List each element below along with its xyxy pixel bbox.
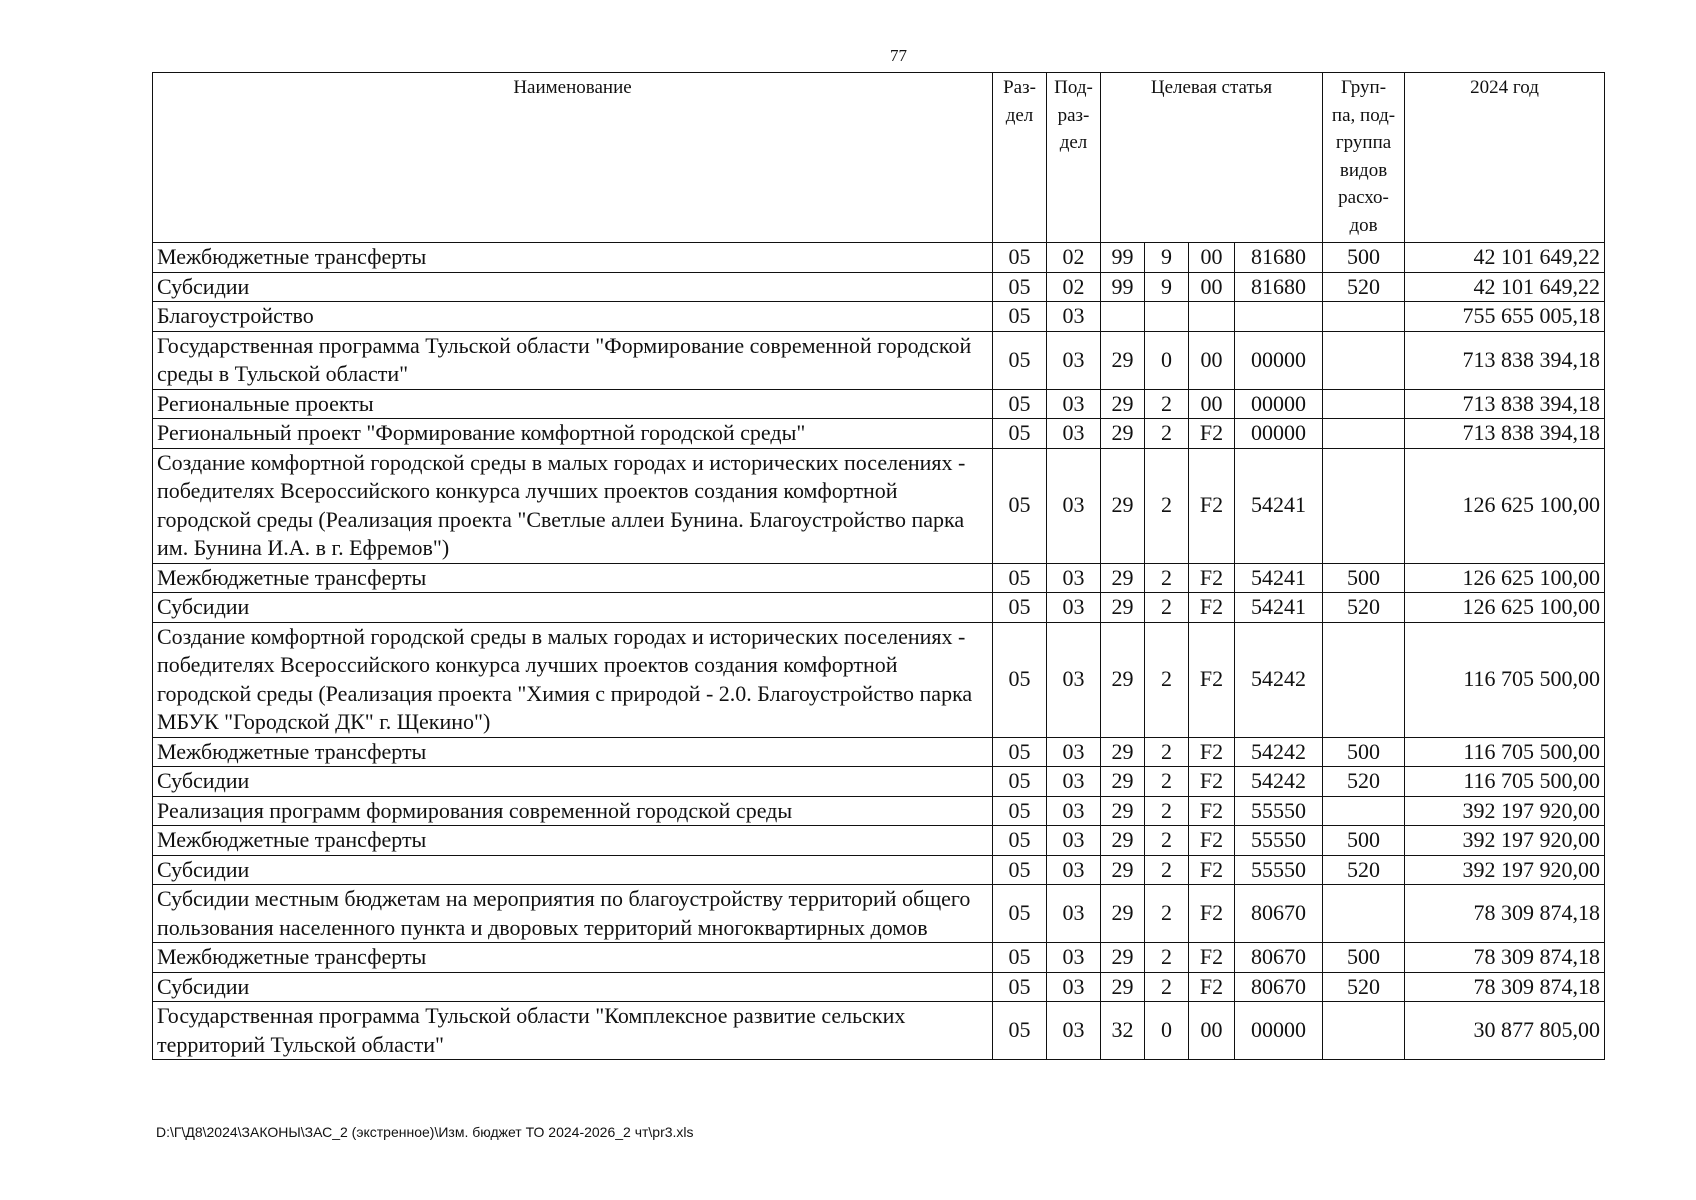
row-subprogram-code: 2	[1145, 737, 1189, 767]
table-row	[153, 855, 1605, 885]
table-row	[153, 389, 1605, 419]
row-name: Межбюджетные трансферты	[153, 563, 993, 593]
row-direction-code: 80670	[1235, 943, 1323, 973]
row-amount: 42 101 649,22	[1405, 272, 1605, 302]
row-direction-code: 81680	[1235, 243, 1323, 273]
row-direction-code: 00000	[1235, 331, 1323, 389]
row-name: Региональный проект "Формирование комфортной городской среды"	[153, 419, 993, 449]
row-subprogram-code: 2	[1145, 593, 1189, 623]
row-subprogram-code: 2	[1145, 972, 1189, 1002]
row-podrazdel: 03	[1047, 331, 1101, 389]
row-expense-group	[1323, 622, 1405, 737]
row-subprogram-code: 2	[1145, 563, 1189, 593]
row-razdel: 05	[993, 622, 1047, 737]
row-amount: 713 838 394,18	[1405, 389, 1605, 419]
row-project-code: F2	[1189, 563, 1235, 593]
table-row	[153, 563, 1605, 593]
row-name: Государственная программа Тульской области "Комплексное развитие сельских территорий Тульской области"	[153, 1002, 993, 1060]
row-project-code: 00	[1189, 272, 1235, 302]
row-program-code: 29	[1101, 855, 1145, 885]
row-subprogram-code: 9	[1145, 272, 1189, 302]
row-amount: 126 625 100,00	[1405, 448, 1605, 563]
row-direction-code: 54241	[1235, 448, 1323, 563]
row-razdel: 05	[993, 563, 1047, 593]
row-podrazdel: 03	[1047, 885, 1101, 943]
row-expense-group	[1323, 331, 1405, 389]
row-subprogram-code: 2	[1145, 622, 1189, 737]
row-subprogram-code: 0	[1145, 331, 1189, 389]
row-amount: 392 197 920,00	[1405, 826, 1605, 856]
row-expense-group: 500	[1323, 243, 1405, 273]
row-podrazdel: 03	[1047, 943, 1101, 973]
row-direction-code: 54241	[1235, 593, 1323, 623]
row-razdel: 05	[993, 796, 1047, 826]
row-podrazdel: 03	[1047, 796, 1101, 826]
row-program-code: 29	[1101, 448, 1145, 563]
row-direction-code	[1235, 302, 1323, 332]
row-project-code: F2	[1189, 622, 1235, 737]
row-expense-group	[1323, 1002, 1405, 1060]
row-project-code: F2	[1189, 737, 1235, 767]
row-amount: 78 309 874,18	[1405, 972, 1605, 1002]
row-razdel: 05	[993, 943, 1047, 973]
header-name: Наименование	[153, 73, 993, 243]
row-program-code: 29	[1101, 972, 1145, 1002]
row-name: Субсидии	[153, 767, 993, 797]
header-target-article: Целевая статья	[1101, 73, 1323, 243]
row-direction-code: 54242	[1235, 737, 1323, 767]
row-direction-code: 55550	[1235, 826, 1323, 856]
row-podrazdel: 03	[1047, 855, 1101, 885]
row-name: Создание комфортной городской среды в малых городах и исторических поселениях - победителях Всероссийского конкурса лучших проектов создания комфортной городской среды (Реализация проекта "Химия с природой - 2.0. Благоустройство парка МБУК "Городской ДК" г. Щекино")	[153, 622, 993, 737]
row-podrazdel: 03	[1047, 448, 1101, 563]
row-expense-group: 520	[1323, 593, 1405, 623]
row-direction-code: 54242	[1235, 622, 1323, 737]
row-expense-group: 500	[1323, 737, 1405, 767]
row-program-code: 99	[1101, 243, 1145, 273]
row-expense-group: 520	[1323, 855, 1405, 885]
row-subprogram-code: 0	[1145, 1002, 1189, 1060]
row-direction-code: 00000	[1235, 419, 1323, 449]
row-podrazdel: 03	[1047, 1002, 1101, 1060]
row-amount: 126 625 100,00	[1405, 563, 1605, 593]
row-amount: 30 877 805,00	[1405, 1002, 1605, 1060]
row-expense-group: 500	[1323, 943, 1405, 973]
table-row	[153, 737, 1605, 767]
row-program-code: 29	[1101, 796, 1145, 826]
row-direction-code: 54241	[1235, 563, 1323, 593]
row-project-code: F2	[1189, 885, 1235, 943]
row-program-code: 29	[1101, 389, 1145, 419]
row-amount: 713 838 394,18	[1405, 331, 1605, 389]
row-amount: 78 309 874,18	[1405, 943, 1605, 973]
row-subprogram-code: 2	[1145, 885, 1189, 943]
row-program-code	[1101, 302, 1145, 332]
row-project-code	[1189, 302, 1235, 332]
table-row	[153, 302, 1605, 332]
row-program-code: 29	[1101, 737, 1145, 767]
row-podrazdel: 03	[1047, 419, 1101, 449]
row-name: Субсидии	[153, 972, 993, 1002]
row-podrazdel: 03	[1047, 622, 1101, 737]
row-direction-code: 80670	[1235, 885, 1323, 943]
row-name: Субсидии	[153, 855, 993, 885]
table-row	[153, 622, 1605, 737]
row-amount: 713 838 394,18	[1405, 419, 1605, 449]
row-razdel: 05	[993, 767, 1047, 797]
row-razdel: 05	[993, 826, 1047, 856]
header-razdel: Раз- дел	[993, 73, 1047, 243]
row-amount: 116 705 500,00	[1405, 737, 1605, 767]
row-razdel: 05	[993, 389, 1047, 419]
table-row	[153, 972, 1605, 1002]
row-podrazdel: 03	[1047, 972, 1101, 1002]
row-program-code: 32	[1101, 1002, 1145, 1060]
row-amount: 42 101 649,22	[1405, 243, 1605, 273]
row-podrazdel: 02	[1047, 272, 1101, 302]
row-name: Межбюджетные трансферты	[153, 737, 993, 767]
row-project-code: F2	[1189, 767, 1235, 797]
row-direction-code: 80670	[1235, 972, 1323, 1002]
row-podrazdel: 03	[1047, 302, 1101, 332]
row-project-code: F2	[1189, 448, 1235, 563]
table-row	[153, 885, 1605, 943]
row-name: Субсидии	[153, 593, 993, 623]
row-program-code: 29	[1101, 593, 1145, 623]
row-amount: 116 705 500,00	[1405, 622, 1605, 737]
table-row	[153, 419, 1605, 449]
row-name: Государственная программа Тульской области "Формирование современной городской среды в Тульской области"	[153, 331, 993, 389]
table-row	[153, 331, 1605, 389]
budget-table	[152, 72, 1605, 1060]
row-subprogram-code: 2	[1145, 796, 1189, 826]
row-podrazdel: 02	[1047, 243, 1101, 273]
header-expense-group: Груп- па, под- группа видов расхо- дов	[1323, 73, 1405, 243]
row-subprogram-code: 2	[1145, 943, 1189, 973]
row-name: Межбюджетные трансферты	[153, 243, 993, 273]
row-direction-code: 00000	[1235, 1002, 1323, 1060]
file-path-footer: D:\Г\Д8\2024\ЗАКОНЫ\ЗАС_2 (экстренное)\Изм. бюджет ТО 2024-2026_2 чт\pr3.xls	[156, 1124, 694, 1140]
table-row	[153, 943, 1605, 973]
row-razdel: 05	[993, 448, 1047, 563]
row-razdel: 05	[993, 593, 1047, 623]
row-expense-group	[1323, 389, 1405, 419]
row-name: Реализация программ формирования современной городской среды	[153, 796, 993, 826]
row-program-code: 29	[1101, 767, 1145, 797]
row-amount: 755 655 005,18	[1405, 302, 1605, 332]
row-subprogram-code	[1145, 302, 1189, 332]
header-year: 2024 год	[1405, 73, 1605, 243]
row-amount: 392 197 920,00	[1405, 855, 1605, 885]
row-name: Субсидии местным бюджетам на мероприятия по благоустройству территорий общего пользования населенного пункта и дворовых территорий многоквартирных домов	[153, 885, 993, 943]
row-expense-group: 500	[1323, 826, 1405, 856]
row-expense-group: 520	[1323, 767, 1405, 797]
row-name: Создание комфортной городской среды в малых городах и исторических поселениях - победителях Всероссийского конкурса лучших проектов создания комфортной городской среды (Реализация проекта "Светлые аллеи Бунина. Благоустройство парка им. Бунина И.А. в г. Ефремов")	[153, 448, 993, 563]
row-project-code: 00	[1189, 389, 1235, 419]
row-razdel: 05	[993, 272, 1047, 302]
row-podrazdel: 03	[1047, 826, 1101, 856]
row-name: Субсидии	[153, 272, 993, 302]
row-razdel: 05	[993, 419, 1047, 449]
row-razdel: 05	[993, 302, 1047, 332]
row-project-code: F2	[1189, 593, 1235, 623]
row-expense-group	[1323, 448, 1405, 563]
row-expense-group	[1323, 885, 1405, 943]
row-program-code: 29	[1101, 885, 1145, 943]
row-expense-group	[1323, 796, 1405, 826]
row-project-code: F2	[1189, 972, 1235, 1002]
row-amount: 78 309 874,18	[1405, 885, 1605, 943]
row-direction-code: 81680	[1235, 272, 1323, 302]
row-subprogram-code: 2	[1145, 448, 1189, 563]
row-direction-code: 54242	[1235, 767, 1323, 797]
table-row	[153, 767, 1605, 797]
header-row	[153, 73, 1605, 243]
row-direction-code: 55550	[1235, 796, 1323, 826]
row-razdel: 05	[993, 885, 1047, 943]
row-subprogram-code: 2	[1145, 419, 1189, 449]
row-podrazdel: 03	[1047, 737, 1101, 767]
row-amount: 126 625 100,00	[1405, 593, 1605, 623]
row-program-code: 29	[1101, 943, 1145, 973]
row-expense-group: 500	[1323, 563, 1405, 593]
row-project-code: 00	[1189, 331, 1235, 389]
table-row	[153, 593, 1605, 623]
row-razdel: 05	[993, 243, 1047, 273]
row-project-code: F2	[1189, 943, 1235, 973]
row-expense-group	[1323, 419, 1405, 449]
row-project-code: F2	[1189, 796, 1235, 826]
row-razdel: 05	[993, 737, 1047, 767]
row-program-code: 29	[1101, 563, 1145, 593]
row-expense-group: 520	[1323, 272, 1405, 302]
row-program-code: 29	[1101, 826, 1145, 856]
row-subprogram-code: 2	[1145, 767, 1189, 797]
row-program-code: 29	[1101, 419, 1145, 449]
row-program-code: 29	[1101, 331, 1145, 389]
table-row	[153, 272, 1605, 302]
row-razdel: 05	[993, 331, 1047, 389]
row-name: Благоустройство	[153, 302, 993, 332]
row-name: Межбюджетные трансферты	[153, 826, 993, 856]
header-podrazdel: Под- раз- дел	[1047, 73, 1101, 243]
table-row	[153, 796, 1605, 826]
row-razdel: 05	[993, 855, 1047, 885]
row-subprogram-code: 2	[1145, 855, 1189, 885]
row-name: Региональные проекты	[153, 389, 993, 419]
row-program-code: 99	[1101, 272, 1145, 302]
row-razdel: 05	[993, 972, 1047, 1002]
row-razdel: 05	[993, 1002, 1047, 1060]
row-program-code: 29	[1101, 622, 1145, 737]
table-row	[153, 826, 1605, 856]
table-row	[153, 448, 1605, 563]
row-amount: 392 197 920,00	[1405, 796, 1605, 826]
row-project-code: F2	[1189, 826, 1235, 856]
row-podrazdel: 03	[1047, 389, 1101, 419]
row-podrazdel: 03	[1047, 593, 1101, 623]
row-subprogram-code: 2	[1145, 389, 1189, 419]
row-podrazdel: 03	[1047, 563, 1101, 593]
row-direction-code: 55550	[1235, 855, 1323, 885]
row-direction-code: 00000	[1235, 389, 1323, 419]
row-project-code: F2	[1189, 419, 1235, 449]
table-row	[153, 243, 1605, 273]
row-expense-group	[1323, 302, 1405, 332]
row-subprogram-code: 2	[1145, 826, 1189, 856]
page-number: 77	[890, 46, 907, 65]
table-row	[153, 1002, 1605, 1060]
row-subprogram-code: 9	[1145, 243, 1189, 273]
row-name: Межбюджетные трансферты	[153, 943, 993, 973]
row-project-code: 00	[1189, 1002, 1235, 1060]
row-podrazdel: 03	[1047, 767, 1101, 797]
row-project-code: 00	[1189, 243, 1235, 273]
row-project-code: F2	[1189, 855, 1235, 885]
row-amount: 116 705 500,00	[1405, 767, 1605, 797]
row-expense-group: 520	[1323, 972, 1405, 1002]
